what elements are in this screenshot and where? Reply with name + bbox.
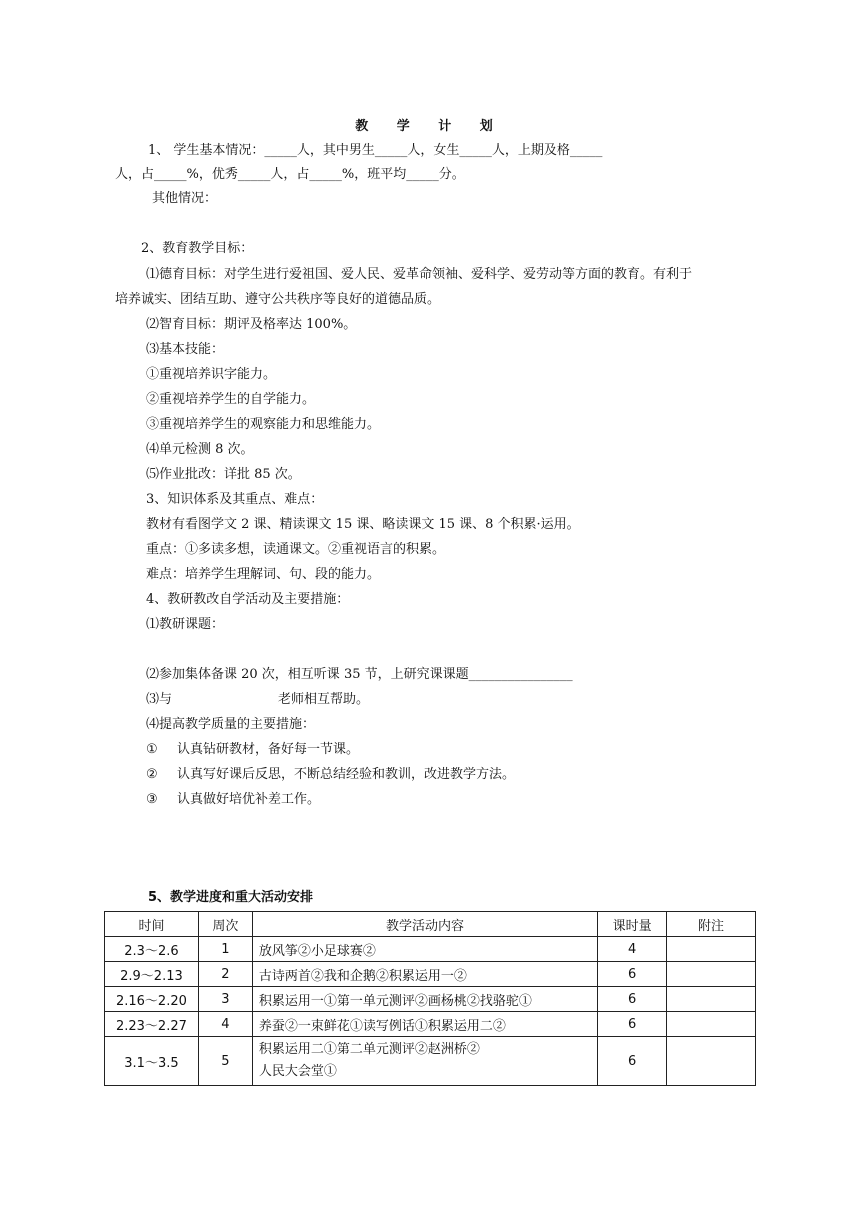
cell-content: 古诗两首②我和企鹅②积累运用一② [252, 962, 597, 987]
cell-week: 5 [198, 1037, 252, 1086]
cell-week: 2 [198, 962, 252, 987]
schedule-table [104, 911, 756, 1086]
header-content: 教学活动内容 [252, 912, 597, 937]
cell-hours: 6 [598, 1037, 667, 1086]
skill-item-1: ①重视培养识字能力。 [146, 367, 277, 382]
lesson-prep: ⑵参加集体备课 20 次，相互听课 35 节，上研究课课题________________ [146, 667, 573, 682]
cell-time: 3.1～3.5 [105, 1037, 199, 1086]
cell-content: 放风筝②小足球赛② [252, 937, 597, 962]
skill-item-2: ②重视培养学生的自学能力。 [146, 392, 316, 407]
cell-time: 2.3～2.6 [105, 937, 199, 962]
table-row [105, 1037, 756, 1086]
cell-note [667, 1037, 756, 1086]
cell-note [667, 1012, 756, 1037]
measure-1: 认真钻研教材，备好每一节课。 [177, 742, 360, 757]
table-row [105, 937, 756, 962]
cell-content: 积累运用一①第一单元测评②画杨桃②找骆驼① [252, 987, 597, 1012]
mutual-help-prefix: ⑶与 [146, 692, 173, 707]
quality-measures: ⑷提高教学质量的主要措施： [146, 717, 316, 732]
measure-3: 认真做好培优补差工作。 [177, 792, 321, 807]
section-4-heading: 4、教研教改自学活动及主要措施： [146, 592, 350, 607]
page-title: 教 学 计 划 [355, 119, 505, 134]
cell-hours: 6 [598, 962, 667, 987]
measure-3-number: ③ [146, 792, 158, 807]
measure-1-number: ① [146, 742, 158, 757]
unit-test: ⑷单元检测 8 次。 [146, 442, 254, 457]
cell-content: 养蚕②一束鲜花①读写例话①积累运用二② [252, 1012, 597, 1037]
student-info-line-2: 人，占_____%，优秀_____人，占_____%，班平均_____分。 [115, 167, 465, 182]
table-row [105, 962, 756, 987]
measure-2: 认真写好课后反思，不断总结经验和教训，改进教学方法。 [177, 767, 516, 782]
cell-hours: 6 [598, 1012, 667, 1037]
research-topic: ⑴教研课题： [146, 617, 225, 632]
moral-goal-line-2: 培养诚实、团结互助、遵守公共秩序等良好的道德品质。 [115, 292, 441, 307]
teaching-material: 教材有看图学文 2 课、精读课文 15 课、略读课文 15 课、8 个积累·运用。 [146, 517, 580, 532]
header-note: 附注 [667, 912, 756, 937]
cell-time: 2.16～2.20 [105, 987, 199, 1012]
cell-time: 2.9～2.13 [105, 962, 199, 987]
cell-hours: 6 [598, 987, 667, 1012]
section-3-heading: 3、知识体系及其重点、难点： [146, 492, 324, 507]
other-info: 其他情况： [152, 191, 218, 206]
table-header-row [105, 912, 756, 937]
intellectual-goal: ⑵智育目标：期评及格率达 100%。 [146, 317, 357, 332]
cell-week: 1 [198, 937, 252, 962]
section-2-heading: 2、教育教学目标： [141, 241, 254, 256]
header-hours: 课时量 [598, 912, 667, 937]
header-week: 周次 [198, 912, 252, 937]
skill-item-3: ③重视培养学生的观察能力和思维能力。 [146, 417, 381, 432]
section-5-heading: 5、教学进度和重大活动安排 [148, 890, 314, 905]
moral-goal-line-1: ⑴德育目标：对学生进行爱祖国、爱人民、爱革命领袖、爱科学、爱劳动等方面的教育。有利于 [146, 267, 693, 282]
cell-note [667, 962, 756, 987]
homework-correction: ⑸作业批改：详批 85 次。 [146, 467, 301, 482]
student-info-line-1: 1、 学生基本情况：_____人，其中男生_____人，女生_____人，上期及格_____ [148, 143, 603, 158]
cell-hours: 4 [598, 937, 667, 962]
table-row [105, 1012, 756, 1037]
key-points: 重点：①多读多想，读通课文。②重视语言的积累。 [146, 542, 446, 557]
cell-note [667, 987, 756, 1012]
measure-2-number: ② [146, 767, 158, 782]
difficult-points: 难点：培养学生理解词、句、段的能力。 [146, 567, 381, 582]
cell-week: 3 [198, 987, 252, 1012]
mutual-help-suffix: 老师相互帮助。 [278, 692, 370, 707]
cell-week: 4 [198, 1012, 252, 1037]
basic-skills: ⑶基本技能： [146, 342, 225, 357]
cell-time: 2.23～2.27 [105, 1012, 199, 1037]
header-time: 时间 [105, 912, 199, 937]
table-row [105, 987, 756, 1012]
cell-note [667, 937, 756, 962]
cell-content: 积累运用二①第二单元测评②赵洲桥② 人民大会堂① [252, 1037, 597, 1086]
